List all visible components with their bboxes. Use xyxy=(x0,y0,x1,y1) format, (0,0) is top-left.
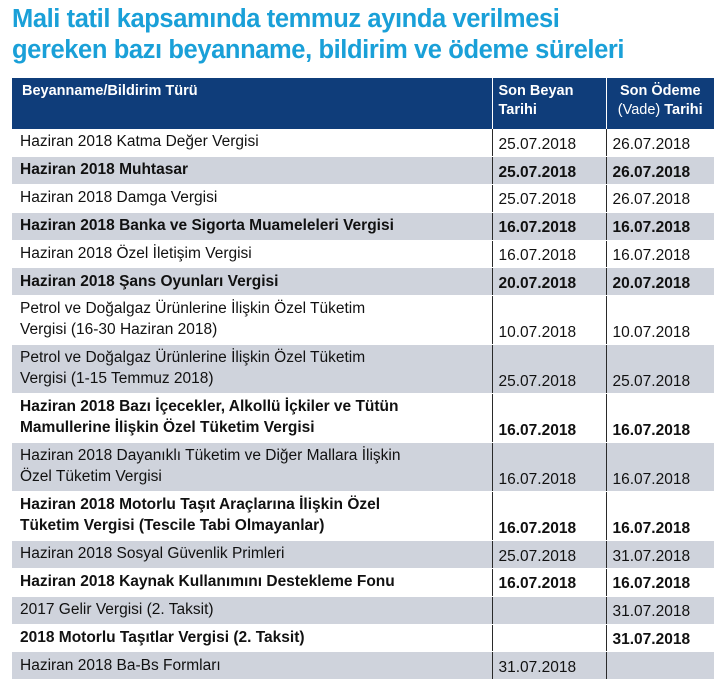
row-declare-date: 20.07.2018 xyxy=(492,268,606,296)
table-row xyxy=(12,296,714,345)
row-name: Haziran 2018 Banka ve Sigorta Muameleleri Vergisi xyxy=(12,212,492,240)
table-row xyxy=(12,624,714,652)
row-payment-date: 26.07.2018 xyxy=(606,157,714,185)
row-name: Haziran 2018 Motorlu Taşıt Araçlarına İlişkin Özel Tüketim Vergisi (Tescile Tabi Olmayanlar) xyxy=(12,492,492,541)
row-declare-date: 25.07.2018 xyxy=(492,185,606,213)
deadline-table xyxy=(12,78,714,680)
row-name: Haziran 2018 Sosyal Güvenlik Primleri xyxy=(12,541,492,569)
row-declare-date xyxy=(492,624,606,652)
row-payment-date: 26.07.2018 xyxy=(606,129,714,157)
row-name: Haziran 2018 Dayanıklı Tüketim ve Diğer Mallara İlişkin Özel Tüketim Vergisi xyxy=(12,443,492,492)
row-declare-date: 25.07.2018 xyxy=(492,541,606,569)
table-row xyxy=(12,212,714,240)
row-payment-date: 16.07.2018 xyxy=(606,443,714,492)
table-row xyxy=(12,541,714,569)
table-row xyxy=(12,569,714,597)
row-payment-date: 16.07.2018 xyxy=(606,240,714,268)
row-declare-date: 31.07.2018 xyxy=(492,652,606,680)
row-declare-date: 25.07.2018 xyxy=(492,345,606,394)
table-row xyxy=(12,157,714,185)
row-name: Haziran 2018 Şans Oyunları Vergisi xyxy=(12,268,492,296)
row-declare-date: 16.07.2018 xyxy=(492,443,606,492)
row-declare-date: 25.07.2018 xyxy=(492,157,606,185)
table-row xyxy=(12,652,714,680)
row-payment-date: 16.07.2018 xyxy=(606,212,714,240)
table-row xyxy=(12,345,714,394)
row-declare-date: 16.07.2018 xyxy=(492,394,606,443)
row-name: Petrol ve Doğalgaz Ürünlerine İlişkin Özel Tüketim Vergisi (1-15 Temmuz 2018) xyxy=(12,345,492,394)
row-name: Haziran 2018 Katma Değer Vergisi xyxy=(12,129,492,157)
page-title xyxy=(12,4,712,66)
row-name: Haziran 2018 Damga Vergisi xyxy=(12,185,492,213)
row-declare-date: 16.07.2018 xyxy=(492,492,606,541)
header-declare-date: Son Beyan Tarihi xyxy=(492,78,606,129)
row-declare-date: 10.07.2018 xyxy=(492,296,606,345)
table-row xyxy=(12,443,714,492)
row-payment-date: 16.07.2018 xyxy=(606,394,714,443)
row-payment-date: 16.07.2018 xyxy=(606,569,714,597)
header-type: Beyanname/Bildirim Türü xyxy=(12,78,492,129)
table-row xyxy=(12,596,714,624)
row-declare-date: 25.07.2018 xyxy=(492,129,606,157)
row-name: 2018 Motorlu Taşıtlar Vergisi (2. Taksit) xyxy=(12,624,492,652)
row-name: Haziran 2018 Bazı İçecekler, Alkollü İçkiler ve Tütün Mamullerine İlişkin Özel Tüketim Vergisi xyxy=(12,394,492,443)
row-declare-date: 16.07.2018 xyxy=(492,569,606,597)
table-row xyxy=(12,394,714,443)
row-name: Haziran 2018 Ba-Bs Formları xyxy=(12,652,492,680)
row-name: Haziran 2018 Kaynak Kullanımını Destekleme Fonu xyxy=(12,569,492,597)
table-row xyxy=(12,240,714,268)
row-name: 2017 Gelir Vergisi (2. Taksit) xyxy=(12,596,492,624)
row-payment-date: 31.07.2018 xyxy=(606,541,714,569)
table-row xyxy=(12,129,714,157)
row-declare-date: 16.07.2018 xyxy=(492,240,606,268)
header-payment-date: Son Ödeme (Vade) Tarihi xyxy=(606,78,714,129)
row-name: Petrol ve Doğalgaz Ürünlerine İlişkin Özel Tüketim Vergisi (16-30 Haziran 2018) xyxy=(12,296,492,345)
row-declare-date: 16.07.2018 xyxy=(492,212,606,240)
row-payment-date: 20.07.2018 xyxy=(606,268,714,296)
table-row xyxy=(12,492,714,541)
row-name: Haziran 2018 Özel İletişim Vergisi xyxy=(12,240,492,268)
row-payment-date xyxy=(606,652,714,680)
row-payment-date: 31.07.2018 xyxy=(606,624,714,652)
row-payment-date: 16.07.2018 xyxy=(606,492,714,541)
row-payment-date: 31.07.2018 xyxy=(606,596,714,624)
row-name: Haziran 2018 Muhtasar xyxy=(12,157,492,185)
table-row xyxy=(12,185,714,213)
table-row xyxy=(12,268,714,296)
table-header-row xyxy=(12,78,714,129)
row-payment-date: 25.07.2018 xyxy=(606,345,714,394)
row-declare-date xyxy=(492,596,606,624)
title-line-2: gereken bazı beyanname, bildirim ve ödeme süreleri xyxy=(12,36,625,64)
title-line-1: Mali tatil kapsamında temmuz ayında verilmesi xyxy=(12,5,560,33)
row-payment-date: 10.07.2018 xyxy=(606,296,714,345)
row-payment-date: 26.07.2018 xyxy=(606,185,714,213)
